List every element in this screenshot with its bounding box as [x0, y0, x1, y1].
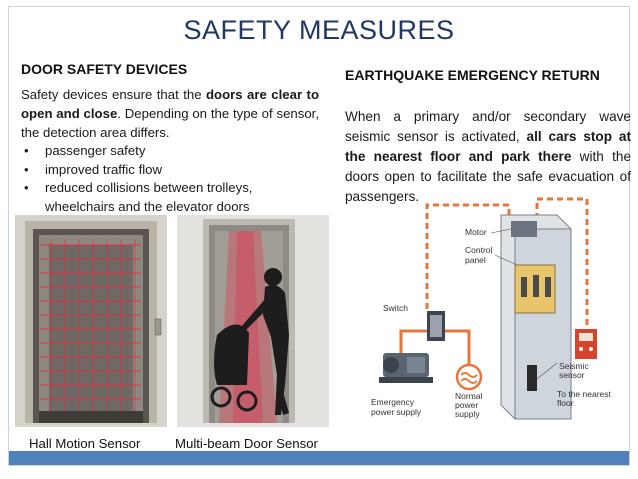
label-control-panel: Control [465, 245, 493, 255]
label-switch: Switch [383, 303, 409, 313]
footer-accent-bar [9, 451, 629, 465]
label-seismic-sensor: Seismic [559, 361, 589, 371]
label-emergency-power-supply: power supply [371, 407, 422, 417]
multibeam-door-sensor-image [177, 215, 329, 427]
seismic-system-illustration [361, 193, 623, 427]
para-bold-text: doors are clear to open and close [21, 87, 319, 121]
label-seismic-sensor: sensor [559, 370, 585, 380]
slide-title: SAFETY MEASURES [183, 15, 455, 45]
label-emergency-power-supply: Emergency [371, 397, 414, 407]
earthquake-paragraph [345, 107, 631, 207]
label-to-nearest-floor: floor [557, 398, 574, 408]
label-to-nearest-floor: To the nearest [557, 389, 611, 399]
label-normal-power-supply: Normal [455, 391, 483, 401]
seismic-sensor-device [575, 329, 597, 359]
door-safety-heading: DOOR SAFETY DEVICES [21, 61, 188, 77]
label-normal-power-supply: supply [455, 409, 480, 419]
door-safety-bullet-list [21, 142, 319, 216]
label-motor: Motor [465, 227, 487, 237]
earthquake-heading: EARTHQUAKE EMERGENCY RETURN [345, 67, 600, 83]
para-text: . Depending on the type of sensor, the detection area differs. [21, 106, 319, 140]
emergency-power-generator [379, 353, 433, 383]
elevator-with-person-illustration [177, 215, 329, 427]
para-text: Safety devices ensure that the [21, 87, 206, 102]
slide [8, 6, 630, 466]
caption-multibeam-door-sensor: Multi-beam Door Sensor [175, 436, 318, 451]
para-text: with the doors open to facilitate the safe evacuation of passengers. [345, 149, 632, 204]
switch-device [427, 311, 445, 341]
elevator-illustration [15, 215, 167, 427]
label-normal-power-supply: power [455, 400, 479, 410]
para-bold-text: all cars stop at the nearest floor and park there [345, 129, 631, 164]
para-text: When a primary and/or secondary wave seismic sensor is activated, [345, 109, 631, 144]
label-control-panel: panel [465, 255, 486, 265]
caption-hall-motion-sensor: Hall Motion Sensor [29, 436, 141, 451]
bullet-item: • improved traffic flow [21, 161, 319, 180]
motor-box [511, 221, 537, 237]
bullet-item: • reduced collisions between trolleys, wheelchairs and the elevator doors [21, 179, 319, 216]
hall-motion-sensor-image [15, 215, 167, 427]
door-safety-paragraph [21, 85, 319, 142]
bullet-item: • passenger safety [21, 142, 319, 161]
normal-power-icon [457, 365, 481, 389]
earthquake-system-diagram [361, 193, 623, 427]
